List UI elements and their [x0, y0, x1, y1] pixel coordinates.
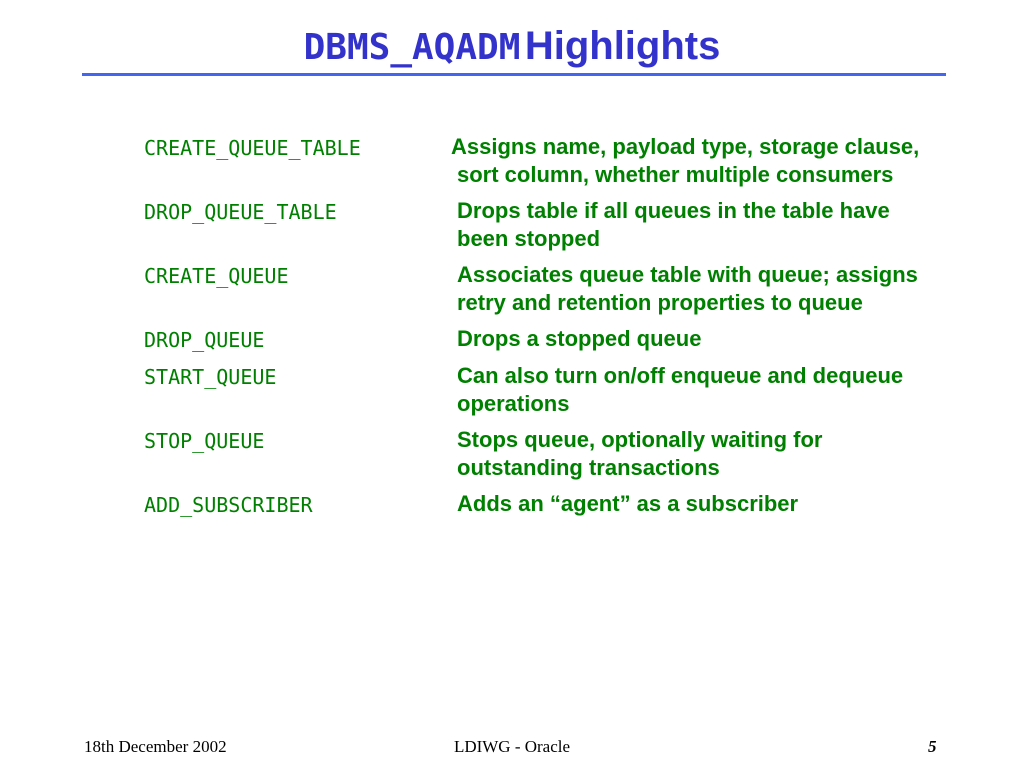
procedure-description: Associates queue table with queue; assigns retry and retention properties to queue [457, 262, 918, 315]
procedure-name: START_QUEUE [144, 365, 277, 389]
footer-title: LDIWG - Oracle [453, 737, 571, 756]
procedure-name: DROP_QUEUE [144, 328, 265, 352]
slide-title [0, 24, 1024, 69]
procedure-name: DROP_QUEUE_TABLE [144, 200, 337, 224]
slide-title-highlights: Highlights [524, 24, 721, 68]
procedure-description: Can also turn on/off enqueue and dequeue operations [457, 363, 904, 416]
procedure-name: ADD_SUBSCRIBER [144, 493, 313, 517]
footer-date: 18th December 2002 [84, 737, 227, 756]
procedure-name: CREATE_QUEUE_TABLE [144, 136, 361, 160]
procedure-row [144, 261, 924, 317]
page-number: 5 [928, 737, 937, 756]
title-divider [82, 73, 946, 76]
procedure-description: Stops queue, optionally waiting for outstanding transactions [457, 427, 823, 480]
procedure-row [144, 426, 924, 482]
procedure-description: Drops table if all queues in the table have been stopped [457, 198, 890, 251]
slide-title-package: DBMS_AQADM [303, 27, 521, 68]
procedure-row [144, 490, 924, 519]
procedure-description: Drops a stopped queue [457, 326, 702, 351]
procedure-description: Adds an “agent” as a subscriber [457, 491, 799, 516]
procedure-description: Assigns name, payload type, storage clause, sort column, whether multiple consumers [451, 134, 920, 187]
procedure-list [144, 133, 924, 527]
procedure-row [144, 197, 924, 253]
procedure-row [144, 325, 924, 354]
procedure-row [144, 133, 924, 189]
procedure-name: STOP_QUEUE [144, 429, 265, 453]
procedure-name: CREATE_QUEUE [144, 264, 289, 288]
procedure-row [144, 362, 924, 418]
